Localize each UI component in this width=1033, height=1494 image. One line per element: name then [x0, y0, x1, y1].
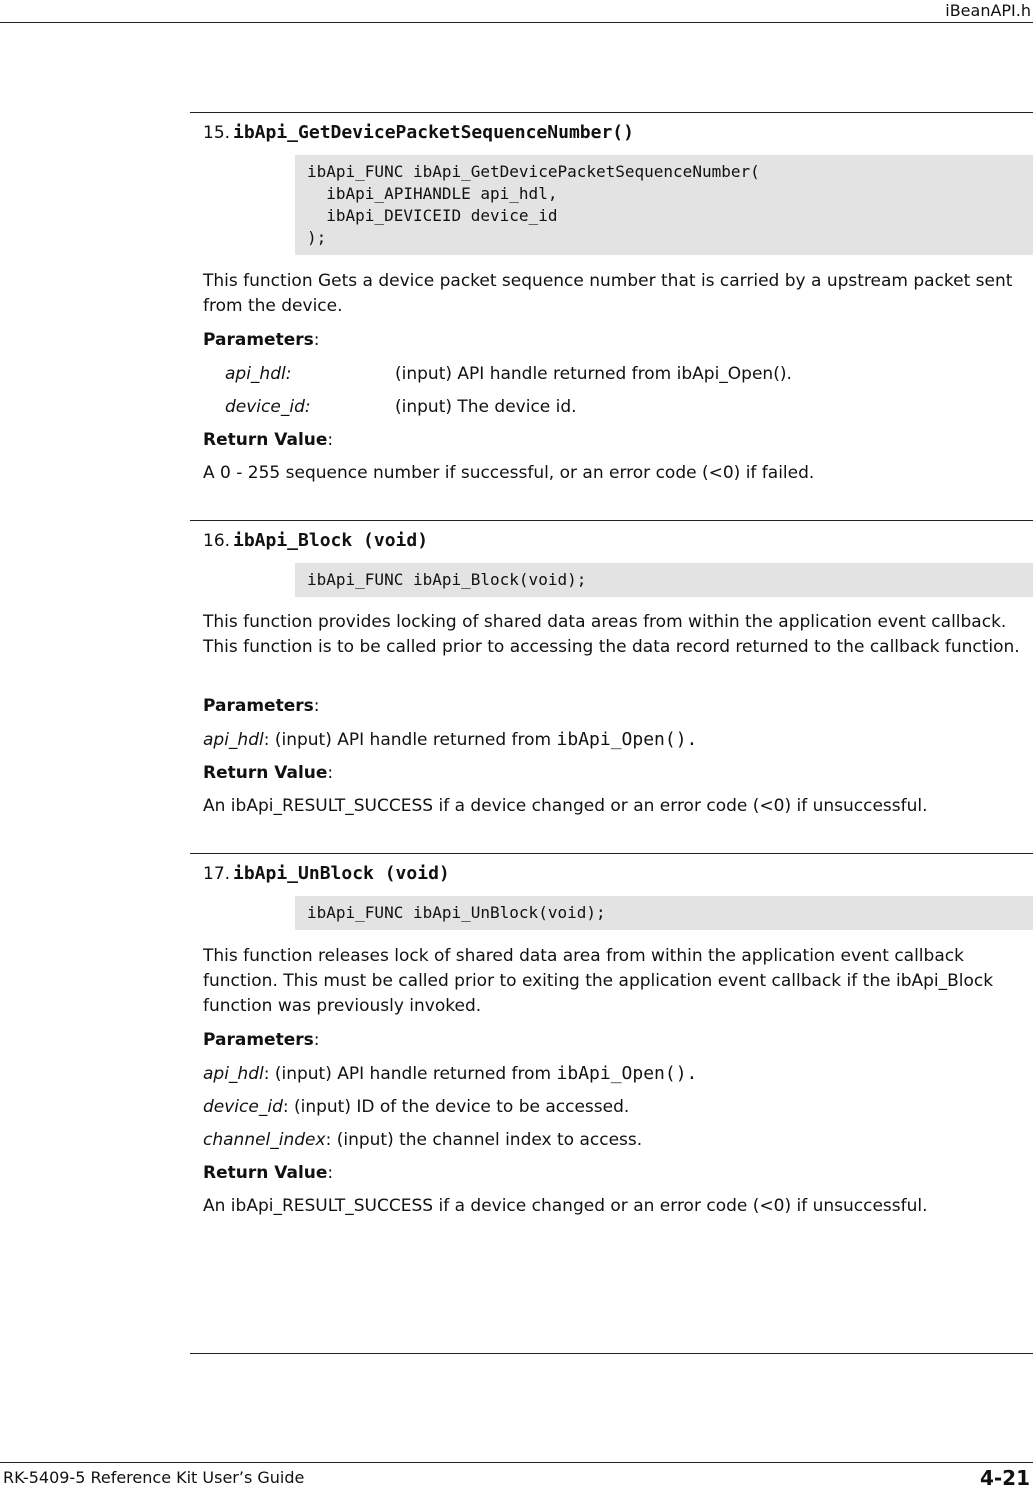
param-desc: : (input) API handle returned from [263, 1064, 557, 1084]
param-desc: (input) The device id. [395, 397, 577, 417]
param-desc: : (input) the channel index to access. [325, 1130, 643, 1150]
return-label: Return Value: [203, 763, 334, 783]
section-heading [203, 863, 450, 884]
param-name: api_hdl: [225, 364, 292, 384]
param-name: api_hdl [203, 730, 264, 750]
section-heading [203, 530, 428, 551]
footer-page-number: 4-21 [979, 1466, 1030, 1490]
param-name: channel_index [203, 1130, 326, 1150]
description: This function Gets a device packet sequence number that is carried by a upstream packet sent from the device. [203, 271, 1013, 316]
parameter-row [203, 1095, 1023, 1120]
code-block: ibApi_FUNC ibApi_Block(void); [295, 563, 1033, 597]
bottom-divider [190, 1353, 1033, 1354]
parameter-row [203, 727, 1023, 753]
section-number: 15. [203, 123, 231, 143]
section-16 [190, 520, 1033, 816]
parameter-row [225, 362, 792, 387]
section-15 [190, 112, 1033, 483]
running-header [0, 0, 1033, 23]
return-value: An ibApi_RESULT_SUCCESS if a device changed or an error code (<0) if unsuccessful. [203, 1196, 928, 1216]
param-name: api_hdl [203, 1064, 264, 1084]
code-block: ibApi_FUNC ibApi_GetDevicePacketSequenceNumber( ibApi_APIHANDLE api_hdl, ibApi_DEVICEID device_id ); [295, 155, 1033, 255]
parameters-label: Parameters: [203, 330, 320, 350]
description: This function releases lock of shared data area from within the application event callback function. This must be called prior to exiting the application event callback if the ibApi_Block function was previously invoked. [203, 946, 994, 1016]
description: This function provides locking of shared data areas from within the application event callback. This function is to be called prior to accessing the data record returned to the callback function. [203, 612, 1020, 657]
param-name: device_id [203, 1097, 283, 1117]
section-17 [190, 853, 1033, 1216]
page-footer [0, 1462, 1033, 1494]
section-heading [203, 122, 634, 143]
return-label: Return Value: [203, 1163, 334, 1183]
parameter-row [203, 1128, 1023, 1153]
parameter-row [203, 1061, 1023, 1087]
param-desc: (input) API handle returned from ibApi_Open(). [395, 364, 792, 384]
footer-document-title: RK-5409-5 Reference Kit User’s Guide [3, 1468, 305, 1487]
param-code: ibApi_Open(). [556, 1063, 698, 1084]
function-name: ibApi_Block (void) [233, 530, 429, 551]
param-desc: : (input) ID of the device to be accessed. [282, 1097, 630, 1117]
return-value: An ibApi_RESULT_SUCCESS if a device changed or an error code (<0) if unsuccessful. [203, 796, 928, 816]
param-desc: : (input) API handle returned from [263, 730, 557, 750]
parameters-label: Parameters: [203, 696, 320, 716]
parameters-label: Parameters: [203, 1030, 320, 1050]
parameter-row [225, 395, 577, 420]
function-name: ibApi_GetDevicePacketSequenceNumber() [233, 122, 634, 143]
section-number: 17. [203, 864, 231, 884]
section-number: 16. [203, 531, 231, 551]
code-block: ibApi_FUNC ibApi_UnBlock(void); [295, 896, 1033, 930]
param-name: device_id: [225, 397, 311, 417]
return-label: Return Value: [203, 430, 334, 450]
param-code: ibApi_Open(). [556, 729, 698, 750]
return-value: A 0 - 255 sequence number if successful, or an error code (<0) if failed. [203, 463, 815, 483]
header-title: iBeanAPI.h [945, 1, 1031, 20]
function-name: ibApi_UnBlock (void) [233, 863, 450, 884]
